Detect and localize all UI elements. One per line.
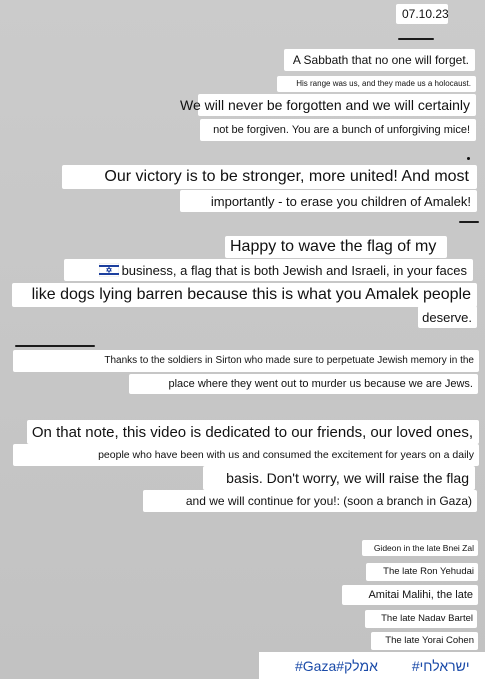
date-caption: 07.10.23 — [396, 4, 448, 24]
caption-line: importantly - to erase you children of Amalek! — [180, 190, 477, 212]
memorial-name: Amitai Malihi, the late — [342, 585, 478, 605]
caption-line: On that note, this video is dedicated to our friends, our loved ones, — [27, 420, 479, 444]
caption-line: people who have been with us and consumed the excitement for years on a daily — [13, 444, 479, 466]
hashtag-bar — [259, 652, 485, 679]
memorial-name: The late Nadav Bartel — [365, 610, 477, 628]
hashtag-israel-lives[interactable]: #ישראלחי — [411, 657, 470, 674]
divider-line — [459, 221, 479, 223]
memorial-name: Gideon in the late Bnei Zal — [362, 540, 478, 556]
caption-line: and we will continue for you!: (soon a branch in Gaza) — [143, 490, 477, 512]
divider-line — [15, 345, 95, 347]
caption-line: A Sabbath that no one will forget. — [284, 49, 475, 71]
israel-flag-icon — [99, 263, 119, 277]
caption-line: His range was us, and they made us a holocaust. — [277, 76, 476, 92]
caption-line: Happy to wave the flag of my — [225, 236, 447, 258]
caption-line: like dogs lying barren because this is what you Amalek people — [12, 283, 477, 307]
caption-line: not be forgiven. You are a bunch of unforgiving mice! — [200, 119, 476, 141]
caption-line: We will never be forgotten and we will certainly — [198, 94, 476, 116]
dot-mark — [467, 157, 470, 160]
hashtag-gaza-amalek[interactable]: #Gaza#אמלק — [295, 657, 378, 674]
memorial-name: The late Ron Yehudai — [366, 563, 478, 581]
caption-text: business, a flag that is both Jewish and Israeli, in your faces — [121, 262, 467, 278]
caption-line: place where they went out to murder us because we are Jews. — [129, 374, 478, 394]
caption-line — [64, 259, 473, 281]
memorial-name: The late Yorai Cohen — [371, 632, 478, 650]
caption-line: basis. Don't worry, we will raise the flag — [203, 466, 475, 490]
caption-line: deserve. — [418, 306, 477, 328]
divider-line — [398, 38, 434, 40]
caption-line: Our victory is to be stronger, more united! And most — [62, 165, 477, 189]
caption-line: Thanks to the soldiers in Sirton who made sure to perpetuate Jewish memory in the — [13, 350, 479, 372]
